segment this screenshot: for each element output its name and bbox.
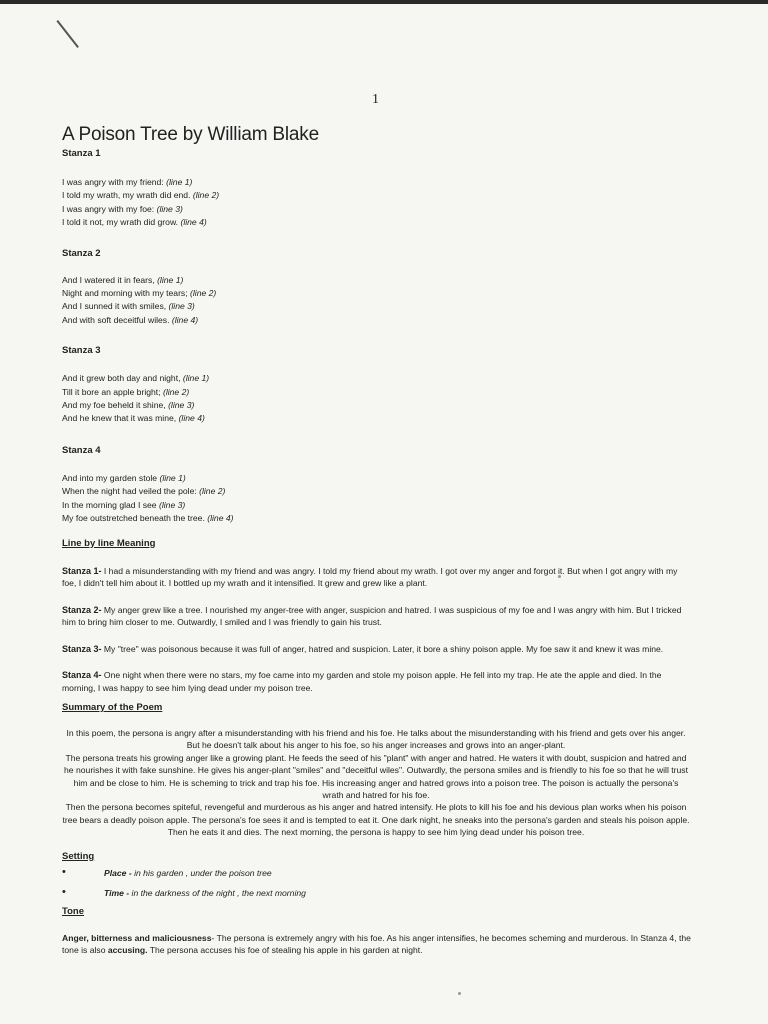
setting-section — [62, 851, 692, 906]
document-body — [62, 124, 692, 957]
line-meaning-label: Stanza 3- — [62, 643, 102, 654]
poem-line-text: And it grew both day and night, — [62, 373, 181, 384]
stanza-block — [62, 345, 692, 426]
line-meaning-label: Stanza 4- — [62, 670, 102, 680]
poem-stanzas — [62, 148, 692, 526]
setting-item — [62, 886, 692, 906]
tone-heading: Tone — [62, 905, 84, 917]
poem-line-tag: (line 1) — [157, 274, 184, 285]
poem-line — [62, 216, 692, 229]
poem-line — [62, 189, 692, 202]
poem-line — [62, 203, 692, 216]
poem-line-text: And he knew that it was mine, — [62, 413, 177, 424]
tone-section — [62, 906, 692, 957]
poem-line-tag: (line 2) — [192, 190, 220, 201]
poem-line-tag: (line 2) — [162, 386, 190, 397]
poem-line-text: And I sunned it with smiles, — [62, 301, 167, 312]
page-number: 1 — [372, 92, 379, 107]
poem-line — [62, 485, 692, 498]
line-meaning-label: Stanza 2- — [62, 604, 102, 615]
poem-line-text: When the night had veiled the pole: — [62, 486, 197, 497]
stanza-block — [62, 248, 692, 328]
setting-item-value: in the darkness of the night , the next morning — [129, 887, 306, 898]
line-meaning-item — [62, 669, 692, 694]
poem-line — [62, 512, 692, 525]
poem-line-tag: (line 1) — [166, 177, 193, 187]
line-meaning-list — [62, 565, 692, 695]
poem-line — [62, 314, 692, 327]
poem-line — [62, 300, 692, 313]
poem-line-tag: (line 3) — [156, 203, 183, 214]
summary-section — [62, 702, 692, 839]
scan-speck — [458, 992, 461, 995]
page-top-edge — [0, 0, 768, 4]
poem-line-text: And my foe beheld it shine, — [62, 400, 166, 411]
stanza-heading: Stanza 1 — [62, 148, 101, 159]
poem-line-tag: (line 1) — [159, 472, 186, 483]
setting-item — [62, 866, 692, 886]
summary-paragraph: Then the persona becomes spiteful, revengeful and murderous as his anger and hatred intensify. He plots to kill his foe and his devious plan works when his poison tree bears a deadly poison apple. The persona's foe sees it and is tempted to eat it. One dark night, he sneaks into the persona's garden and steals his poison apple. Then he eats it and dies. The next morning, the persona is happy to see him lying dead under his poison tree. — [62, 802, 690, 838]
bullet-icon: • — [62, 865, 66, 878]
line-meaning-heading: Line by line Meaning — [62, 537, 156, 549]
stanza-heading: Stanza 2 — [62, 247, 101, 259]
poem-line-text: I told it not, my wrath did grow. — [62, 217, 179, 228]
line-meaning-item — [62, 565, 692, 590]
setting-item-text — [104, 868, 272, 878]
poem-line-tag: (line 3) — [168, 400, 195, 411]
setting-item-label: Time - — [104, 887, 130, 898]
setting-item-label: Place - — [104, 867, 132, 878]
poem-line-text: I was angry with my foe: — [62, 203, 155, 214]
stanza-block — [62, 445, 692, 526]
summary-text — [62, 727, 690, 839]
poem-line-tag: (line 1) — [182, 373, 210, 384]
poem-line — [62, 472, 692, 485]
tone-paragraph — [62, 932, 692, 957]
summary-paragraph: In this poem, the persona is angry after a misunderstanding with his friend and his foe. He talks about the misunderstanding with his friend and gets over his anger. But he doesn't talk about his anger to his foe, so his anger increases and grows into an anger-plant. — [66, 728, 686, 751]
summary-paragraph: The persona treats his growing anger like a growing plant. He feeds the seed of his "plant" with anger and hatred. He waters it with doubt, suspicion and hatred and he nourishes it with fake sunshine. He gives his anger-plant "smiles" and "deceitful wiles". Outwardly, the persona smiles and is friendly to his foe so that he will trust him and be close to him. He is scheming to trick and trap his foe. His increasing anger and hatred grows into a poison tree. The poison is actually the persona's wrath and hatred for his foe. — [64, 752, 688, 801]
poem-line-text: And I watered it in fears, — [62, 274, 155, 285]
poem-line-tag: (line 4) — [171, 314, 199, 325]
document-title: A Poison Tree by William Blake — [62, 124, 319, 145]
poem-line — [62, 372, 692, 385]
setting-item-text — [104, 888, 306, 898]
poem-line-text: In the morning glad I see — [62, 499, 157, 510]
tone-lead: Anger, bitterness and maliciousness — [62, 932, 212, 943]
poem-line — [62, 287, 692, 300]
poem-line-tag: (line 4) — [178, 413, 205, 424]
line-meaning-text: I had a misunderstanding with my friend and was angry. I told my friend about my wrath. I got over my anger and forgot it. But when I got angry with my foe, I didn't tell him about it. I bottled up my wrath and it intensified. It grew and grew like a plant. — [62, 565, 678, 588]
poem-line-tag: (line 2) — [190, 288, 217, 299]
line-meaning-section — [62, 538, 692, 695]
bullet-icon: • — [62, 885, 66, 898]
poem-line-text: And with soft deceitful wiles. — [62, 314, 170, 325]
poem-line-tag: (line 3) — [158, 499, 186, 510]
poem-line-text: Till it bore an apple bright; — [62, 386, 161, 397]
poem-line-text: And into my garden stole — [62, 472, 158, 483]
poem-line — [62, 499, 692, 512]
setting-list — [62, 866, 692, 906]
line-meaning-text: My anger grew like a tree. I nourished my anger-tree with anger, suspicion and hatred. I was suspicious of my foe and I was angry with him. But I tricked him to bring him closer to me. Outwardly, I smiled and I was friendly to gain his trust. — [62, 604, 682, 627]
setting-heading: Setting — [62, 850, 95, 862]
poem-line-text: I was angry with my friend: — [62, 177, 164, 187]
line-meaning-text: One night when there were no stars, my foe came into my garden and stole my poison apple. He fell into my trap. He ate the apple and died. In the morning, I was happy to see him lying dead under my poison tree. — [62, 670, 662, 693]
stanza-block — [62, 148, 692, 230]
poem-line-text: Night and morning with my tears; — [62, 288, 188, 299]
poem-line-tag: (line 2) — [199, 486, 226, 497]
poem-line-text: I told my wrath, my wrath did end. — [62, 190, 191, 201]
stanza-heading: Stanza 3 — [62, 345, 101, 357]
line-meaning-label: Stanza 1- — [62, 565, 102, 576]
poem-line-tag: (line 4) — [180, 217, 207, 228]
summary-heading: Summary of the Poem — [62, 702, 163, 713]
poem-line — [62, 386, 692, 399]
stanza-heading: Stanza 4 — [62, 444, 101, 456]
setting-item-value: in his garden , under the poison tree — [131, 867, 272, 878]
poem-line-tag: (line 3) — [168, 301, 195, 312]
poem-line — [62, 274, 692, 287]
poem-line — [62, 176, 692, 189]
poem-line-tag: (line 4) — [207, 513, 234, 524]
tone-text-part1: - The persona is extremely angry with his foe. As his anger intensifies, he becomes scheming and murderous. In Stanza 4, the tone is also — [62, 932, 691, 956]
scan-pen-mark — [56, 20, 79, 48]
line-meaning-item — [62, 604, 692, 629]
poem-line-text: My foe outstretched beneath the tree. — [62, 513, 205, 524]
poem-line — [62, 412, 692, 425]
line-meaning-item — [62, 643, 692, 656]
tone-accusing: accusing. — [107, 945, 148, 956]
tone-text-part2: The persona accuses his foe of stealing his apple in his garden at night. — [147, 945, 423, 956]
line-meaning-text: My "tree" was poisonous because it was full of anger, hatred and suspicion. Later, it bore a shiny poison apple. My foe saw it and knew it was mine. — [101, 643, 664, 654]
poem-line — [62, 399, 692, 412]
